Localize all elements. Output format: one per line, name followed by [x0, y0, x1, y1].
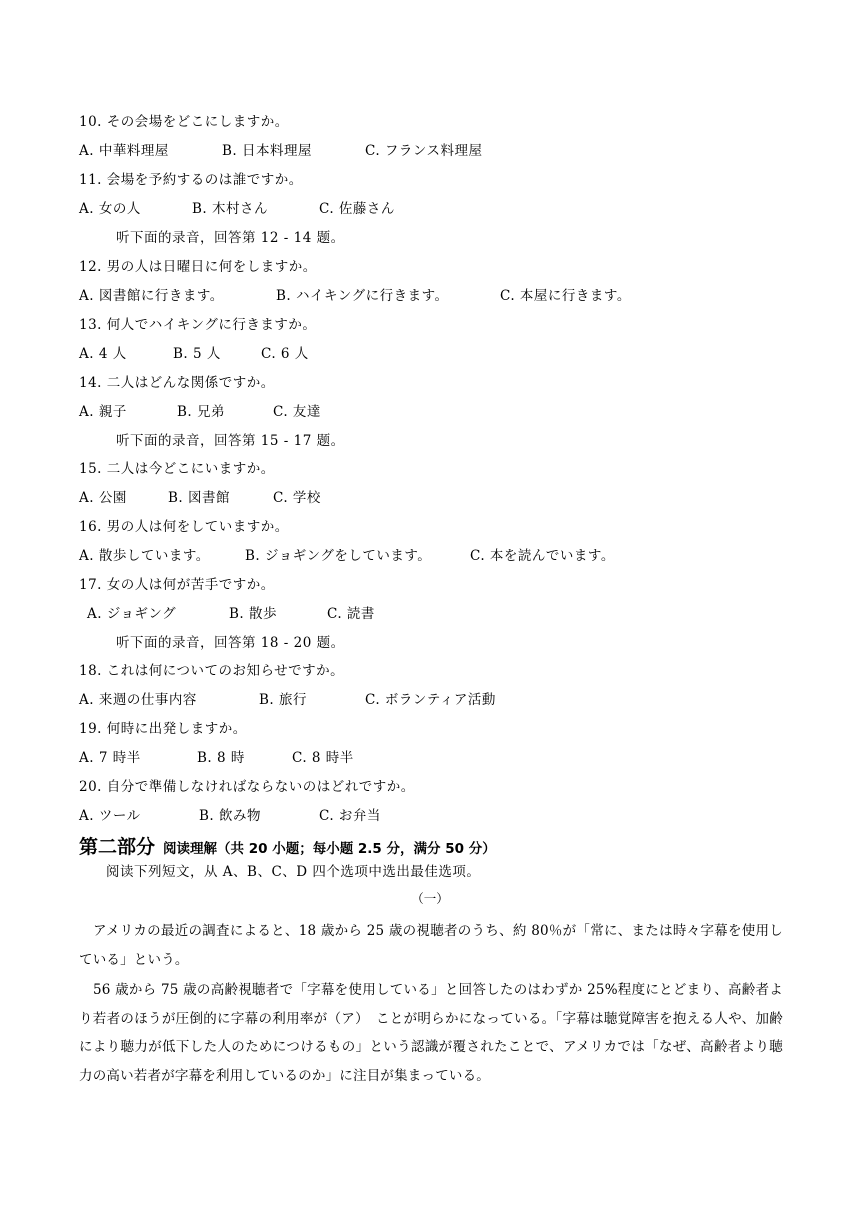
option-c: C. 学校: [273, 490, 321, 506]
option-b: B. 兄弟: [177, 404, 226, 420]
option-c: C. 6 人: [261, 346, 309, 362]
option-c: C. 友達: [273, 404, 321, 420]
section-heading: [79, 832, 496, 859]
question-16: 16. 男の人は何をしていますか。: [79, 519, 289, 535]
paragraph-1: アメリカの最近の調査によると、18 歳から 25 歳の視聴者のうち、約 80％が「常に、または時々字幕を使用している」という。: [79, 923, 783, 968]
instruction-12-14: 听下面的录音，回答第 12 - 14 题。: [116, 230, 345, 246]
instruction-15-17: 听下面的录音，回答第 15 - 17 题。: [116, 433, 345, 449]
instruction-18-20: 听下面的录音，回答第 18 - 20 题。: [116, 635, 345, 651]
option-b: B. 散歩: [229, 606, 278, 622]
option-b: B. 木村さん: [192, 201, 269, 217]
question-14: 14. 二人はどんな関係ですか。: [79, 375, 275, 391]
passage-number: （一）: [411, 891, 449, 906]
option-b: B. 日本料理屋: [222, 143, 313, 159]
option-a: A. 7 時半: [79, 750, 141, 766]
option-c: C. 読書: [327, 606, 375, 622]
option-c: C. 佐藤さん: [319, 201, 395, 217]
option-a: A. 中華料理屋: [79, 143, 169, 159]
option-c: C. お弁当: [319, 808, 381, 824]
reading-instruction: 阅读下列短文，从 A、B、C、D 四个选项中选出最佳选项。: [106, 864, 481, 880]
question-18: 18. これは何についてのお知らせですか。: [79, 663, 345, 679]
question-15: 15. 二人は今どこにいますか。: [79, 461, 275, 477]
option-a: A. 女の人: [79, 201, 141, 217]
option-a: A. ジョギング: [87, 606, 177, 622]
option-a: A. 親子: [79, 404, 127, 420]
option-a: A. 公園: [79, 490, 127, 506]
option-a: A. ツール: [79, 808, 141, 824]
option-c: C. 本を読んでいます。: [470, 548, 615, 564]
question-17: 17. 女の人は何が苦手ですか。: [79, 577, 275, 593]
option-c: C. フランス料理屋: [365, 143, 483, 159]
option-b: B. 旅行: [259, 692, 308, 708]
question-19: 19. 何時に出発しますか。: [79, 721, 247, 737]
option-b: B. 5 人: [173, 346, 221, 362]
question-13: 13. 何人でハイキングに行きますか。: [79, 317, 317, 333]
section-title: 第二部分: [79, 836, 156, 858]
option-c: C. 本屋に行きます。: [500, 288, 631, 304]
question-12: 12. 男の人は日曜日に何をしますか。: [79, 259, 317, 275]
question-20: 20. 自分で準備しなければならないのはどれですか。: [79, 779, 415, 795]
paragraph-2: 56 歳から 75 歳の高齢視聴者で「字幕を使用している」と回答したのはわずか 25%程度にとどまり、高齢者より若者のほうが圧倒的に字幕の利用率が（ア） ことが明らかになっている。「字幕は聴覚障害を抱える人や、加齢により聴力が低下した人のためにつけるもの」という認識が覆されたことで、アメリカでは「なぜ、高齢者より聴力の高い若者が字幕を利用しているのか」に注目が集まっている。: [79, 982, 783, 1084]
option-a: A. 散歩しています。: [79, 548, 210, 564]
question-11: 11. 会場を予約するのは誰ですか。: [79, 172, 303, 188]
option-a: A. 来週の仕事内容: [79, 692, 197, 708]
option-b: B. 8 時: [197, 750, 245, 766]
question-10: 10. その会場をどこにしますか。: [79, 114, 289, 130]
option-b: B. ハイキングに行きます。: [276, 288, 449, 304]
option-b: B. ジョギングをしています。: [245, 548, 432, 564]
option-c: C. 8 時半: [292, 750, 354, 766]
option-c: C. ボランティア活動: [365, 692, 496, 708]
section-subtitle: 阅读理解（共 20 小题；每小题 2.5 分，满分 50 分）: [163, 841, 496, 857]
option-b: B. 飲み物: [199, 808, 262, 824]
option-b: B. 図書館: [168, 490, 231, 506]
option-a: A. 図書館に行きます。: [79, 288, 224, 304]
option-a: A. 4 人: [79, 346, 127, 362]
